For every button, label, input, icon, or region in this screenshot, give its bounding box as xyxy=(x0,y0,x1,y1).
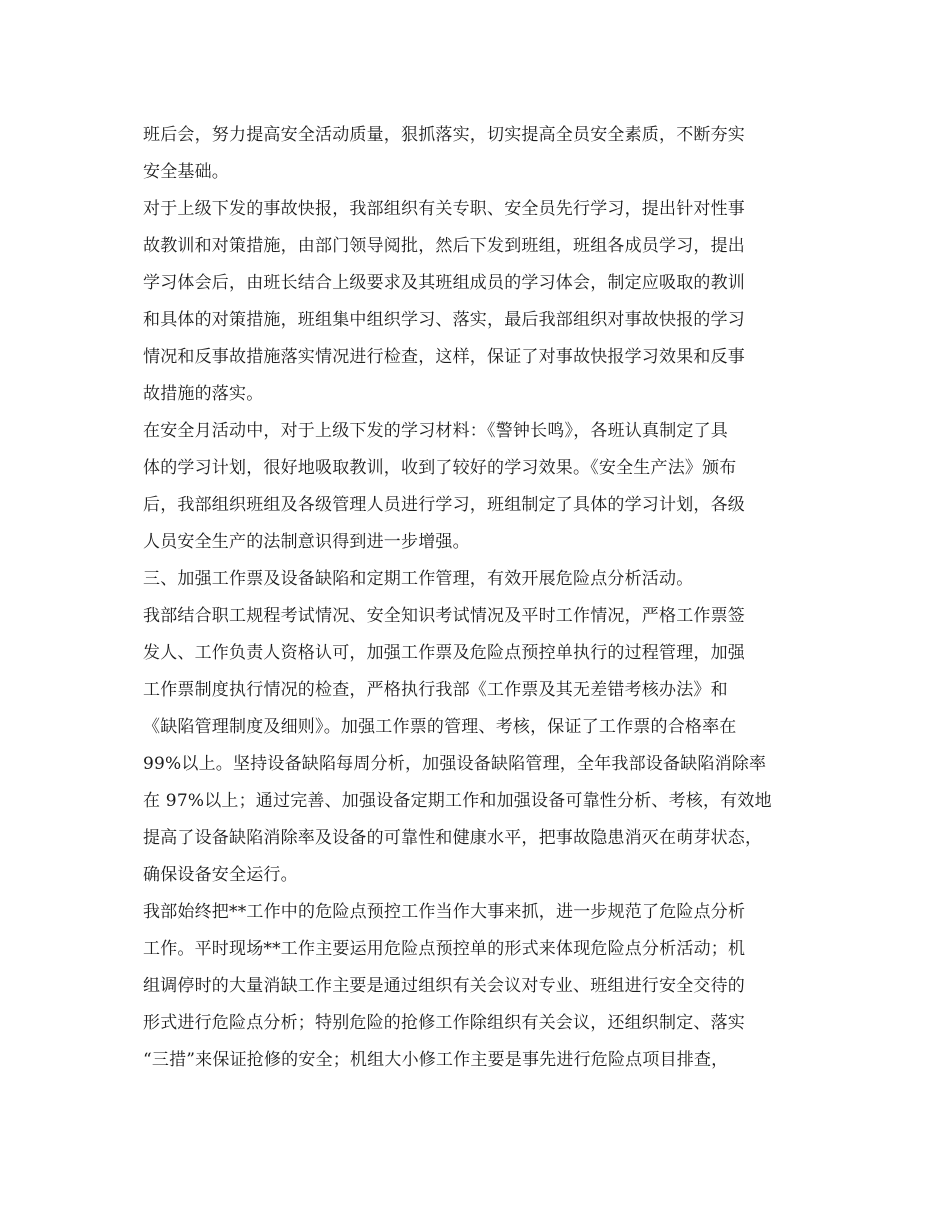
text-line: 我部结合职工规程考试情况、安全知识考试情况及平时工作情况，严格工作票签 xyxy=(143,606,745,626)
text-line: 学习体会后，由班长结合上级要求及其班组成员的学习体会，制定应吸取的教训 xyxy=(143,273,745,293)
text-line: 形式进行危险点分析；特别危险的抢修工作除组织有关会议，还组织制定、落实 xyxy=(143,1013,745,1033)
text-line: 故教训和对策措施，由部门领导阅批，然后下发到班组，班组各成员学习，提出 xyxy=(143,236,745,256)
text-line: 在 97%以上；通过完善、加强设备定期工作和加强设备可靠性分析、考核，有效地 xyxy=(143,791,772,811)
text-line: 在安全月活动中，对于上级下发的学习材料：《警钟长鸣》，各班认真制定了具 xyxy=(143,421,728,441)
text-line: 工作。平时现场**工作主要运用危险点预控单的形式来体现危险点分析活动；机 xyxy=(143,939,746,959)
document-body xyxy=(143,117,808,1079)
text-line: 体的学习计划，很好地吸取教训，收到了较好的学习效果。《安全生产法》颁布 xyxy=(143,458,737,478)
text-line: 对于上级下发的事故快报，我部组织有关专职、安全员先行学习，提出针对性事 xyxy=(143,199,745,219)
text-line: 情况和反事故措施落实情况进行检查，这样，保证了对事故快报学习效果和反事 xyxy=(143,347,745,367)
text-line: 99%以上。坚持设备缺陷每周分析，加强设备缺陷管理，全年我部设备缺陷消除率 xyxy=(143,754,767,774)
text-line: 人员安全生产的法制意识得到进一步增强。 xyxy=(143,532,470,552)
text-line: 安全基础。 xyxy=(143,162,229,182)
text-line: 组调停时的大量消缺工作主要是通过组织有关会议对专业、班组进行安全交待的 xyxy=(143,976,745,996)
text-line: 班后会，努力提高安全活动质量，狠抓落实，切实提高全员安全素质，不断夯实 xyxy=(143,125,745,145)
text-line: 和具体的对策措施，班组集中组织学习、落实，最后我部组织对事故快报的学习 xyxy=(143,310,745,330)
text-line: 后，我部组织班组及各级管理人员进行学习，班组制定了具体的学习计划，各级 xyxy=(143,495,745,515)
text-line: 我部始终把**工作中的危险点预控工作当作大事来抓，进一步规范了危险点分析 xyxy=(143,902,746,922)
text-line: “三措”来保证抢修的安全；机组大小修工作主要是事先进行危险点项目排查， xyxy=(143,1050,729,1070)
text-line: 发人、工作负责人资格认可，加强工作票及危险点预控单执行的过程管理，加强 xyxy=(143,643,745,663)
text-line: 《缺陷管理制度及细则》。加强工作票的管理、考核，保证了工作票的合格率在 xyxy=(143,717,737,737)
text-line: 确保设备安全运行。 xyxy=(143,865,298,885)
text-line: 提高了设备缺陷消除率及设备的可靠性和健康水平，把事故隐患消灭在萌芽状态， xyxy=(143,828,763,848)
section-heading: 三、加强工作票及设备缺陷和定期工作管理，有效开展危险点分析活动。 xyxy=(143,569,694,589)
text-line: 故措施的落实。 xyxy=(143,384,264,404)
text-line: 工作票制度执行情况的检查，严格执行我部《工作票及其无差错考核办法》和 xyxy=(143,680,728,700)
